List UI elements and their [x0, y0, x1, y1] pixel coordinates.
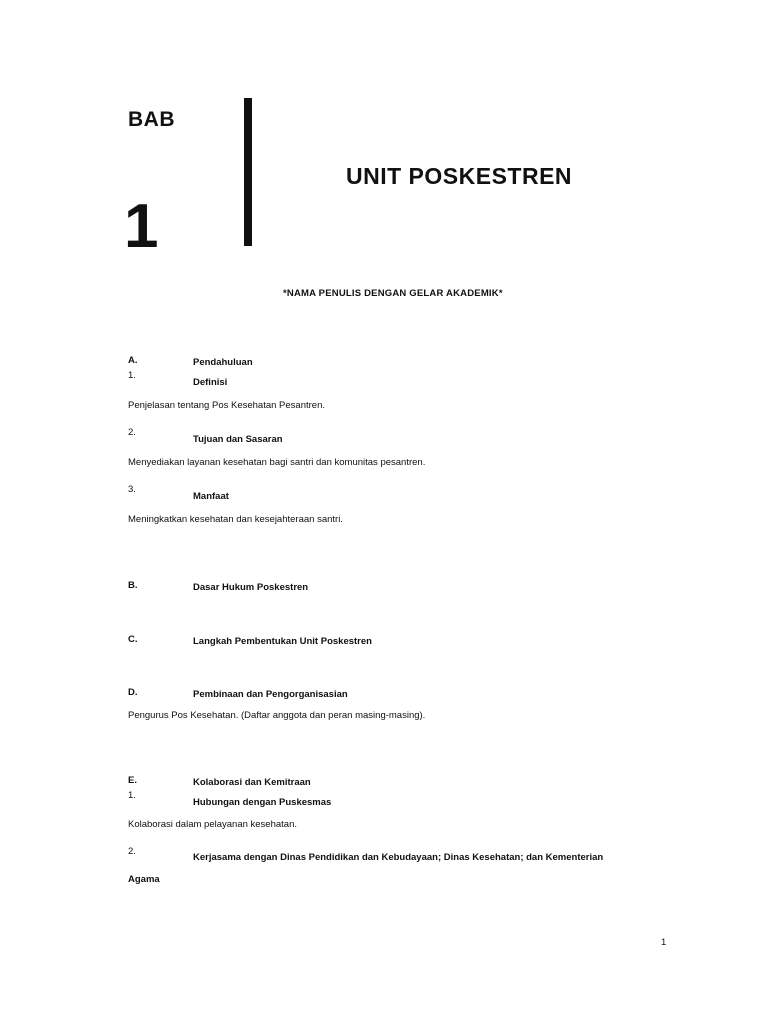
section-e-item-1-heading: Hubungan dengan Puskesmas: [193, 797, 332, 808]
section-e-label: E.: [128, 775, 137, 786]
section-e-item-2-heading: Kerjasama dengan Dinas Pendidikan dan Kebudayaan; Dinas Kesehatan; dan Kementerian: [193, 852, 604, 863]
section-a-item-3-number: 3.: [128, 484, 136, 495]
section-a-item-3-text: Meningkatkan kesehatan dan kesejahteraan santri.: [128, 514, 343, 525]
chapter-number: 1: [124, 192, 159, 261]
section-d-label: D.: [128, 687, 138, 698]
section-a-label: A.: [128, 355, 138, 366]
chapter-title: UNIT POSKESTREN: [346, 163, 573, 189]
section-e-item-1-text: Kolaborasi dalam pelayanan kesehatan.: [128, 819, 298, 830]
section-a-item-2-heading: Tujuan dan Sasaran: [193, 434, 283, 445]
section-d-heading: Pembinaan dan Pengorganisasian: [193, 689, 348, 700]
chapter-divider-bar: [244, 98, 252, 246]
section-a-item-1-heading: Definisi: [193, 377, 228, 388]
section-d-text: Pengurus Pos Kesehatan. (Daftar anggota dan peran masing-masing).: [128, 710, 426, 721]
section-a-item-3-heading: Manfaat: [193, 491, 229, 502]
section-a-heading: Pendahuluan: [193, 357, 253, 368]
section-e-heading: Kolaborasi dan Kemitraan: [193, 777, 311, 788]
section-b-label: B.: [128, 580, 138, 591]
section-e-item-2-heading-continuation: Agama: [128, 874, 160, 885]
section-c-label: C.: [128, 634, 138, 645]
author-line: *NAMA PENULIS DENGAN GELAR AKADEMIK*: [283, 288, 503, 299]
section-a-item-2-number: 2.: [128, 427, 136, 438]
section-a-item-1-text: Penjelasan tentang Pos Kesehatan Pesantren.: [128, 400, 326, 411]
page-number: 1: [661, 937, 667, 948]
section-a-item-1-number: 1.: [128, 370, 136, 381]
section-c-heading: Langkah Pembentukan Unit Poskestren: [193, 636, 372, 647]
section-e-item-2-number: 2.: [128, 846, 136, 857]
section-b-heading: Dasar Hukum Poskestren: [193, 582, 309, 593]
section-a-item-2-text: Menyediakan layanan kesehatan bagi santri dan komunitas pesantren.: [128, 457, 426, 468]
chapter-label: BAB: [128, 108, 175, 131]
section-e-item-1-number: 1.: [128, 790, 136, 801]
